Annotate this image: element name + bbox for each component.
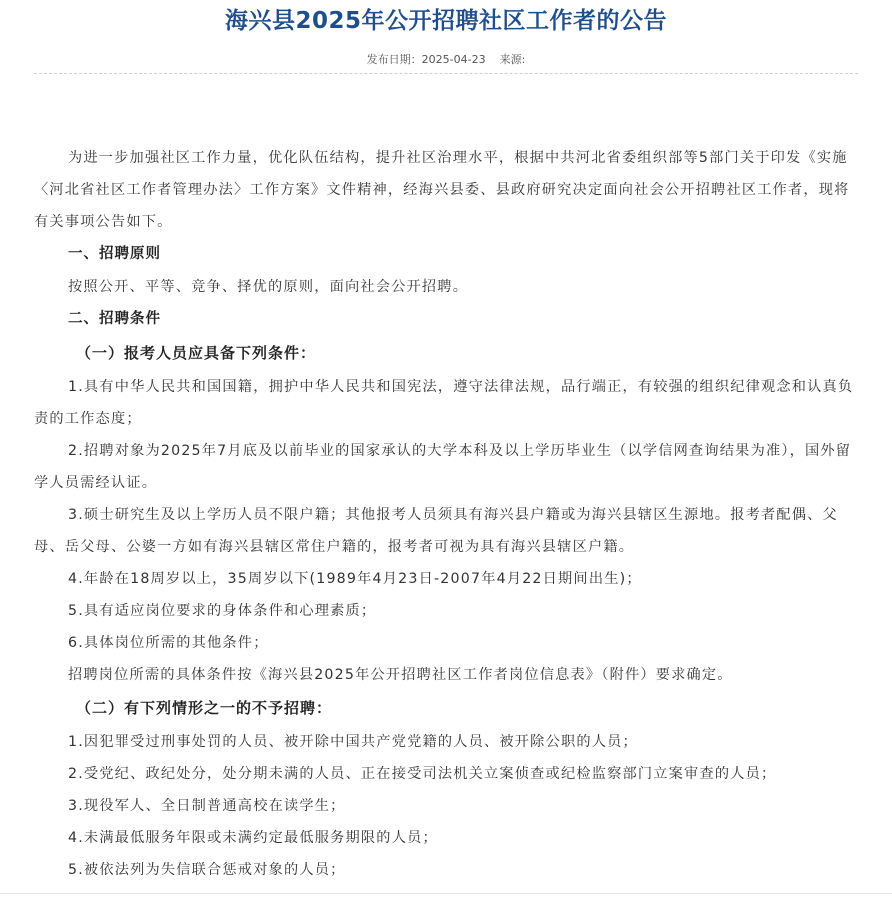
article-body	[34, 142, 860, 886]
requirement-item: 3.硕士研究生及以上学历人员不限户籍；其他报考人员须具有海兴县户籍或为海兴县辖区生源地。报考者配偶、父母、岳父母、公婆一方如有海兴县辖区常住户籍的，报考者可视为具有海兴县辖区户籍。	[34, 507, 838, 555]
source-label: 来源:	[499, 53, 526, 66]
exclusion-item: 5.被依法列为失信联合惩戒对象的人员；	[68, 862, 346, 878]
subsection-heading-requirements: （一）报考人员应具备下列条件：	[76, 344, 317, 362]
intro-paragraph: 为进一步加强社区工作力量，优化队伍结构，提升社区治理水平，根据中共河北省委组织部等5部门关于印发《实施〈河北省社区工作者管理办法〉工作方案》文件精神，经海兴县委、县政府研究决定面向社会公开招聘社区工作者，现将有关事项公告如下。	[34, 150, 850, 230]
requirement-item: 4.年龄在18周岁以上，35周岁以下(1989年4月23日-2007年4月22日期间出生)；	[68, 571, 642, 587]
exclusion-item: 2.受党纪、政纪处分，处分期未满的人员、正在接受司法机关立案侦查或纪检监察部门立案审查的人员；	[68, 766, 777, 782]
publish-date: 2025-04-23	[421, 53, 486, 66]
page-title: 海兴县2025年公开招聘社区工作者的公告	[224, 8, 667, 34]
principle-paragraph: 按照公开、平等、竞争、择优的原则，面向社会公开招聘。	[68, 279, 469, 295]
article-meta	[0, 52, 892, 68]
publish-date-label: 发布日期：	[366, 53, 422, 66]
section-heading-principle: 一、招聘原则	[68, 246, 161, 262]
title-divider	[34, 73, 858, 74]
requirement-item: 2.招聘对象为2025年7月底及以前毕业的国家承认的大学本科及以上学历毕业生（以学信网查询结果为准），国外留学人员需经认证。	[34, 443, 852, 491]
exclusion-item: 1.因犯罪受过刑事处罚的人员、被开除中国共产党党籍的人员、被开除公职的人员；	[68, 734, 638, 750]
subsection-heading-exclusions: （二）有下列情形之一的不予招聘：	[76, 699, 333, 717]
requirement-item: 1.具有中华人民共和国国籍，拥护中华人民共和国宪法，遵守法律法规，品行端正，有较强的组织纪律观念和认真负责的工作态度；	[34, 379, 854, 427]
exclusion-item: 4.未满最低服务年限或未满约定最低服务期限的人员；	[68, 830, 438, 846]
bottom-divider	[0, 893, 892, 894]
requirement-note: 招聘岗位所需的具体条件按《海兴县2025年公开招聘社区工作者岗位信息表》（附件）要求确定。	[68, 667, 733, 683]
exclusion-item: 3.现役军人、全日制普通高校在读学生；	[68, 798, 346, 814]
section-heading-conditions: 二、招聘条件	[68, 311, 161, 327]
requirement-item: 6.具体岗位所需的其他条件；	[68, 635, 269, 651]
requirement-item: 5.具有适应岗位要求的身体条件和心理素质；	[68, 603, 377, 619]
